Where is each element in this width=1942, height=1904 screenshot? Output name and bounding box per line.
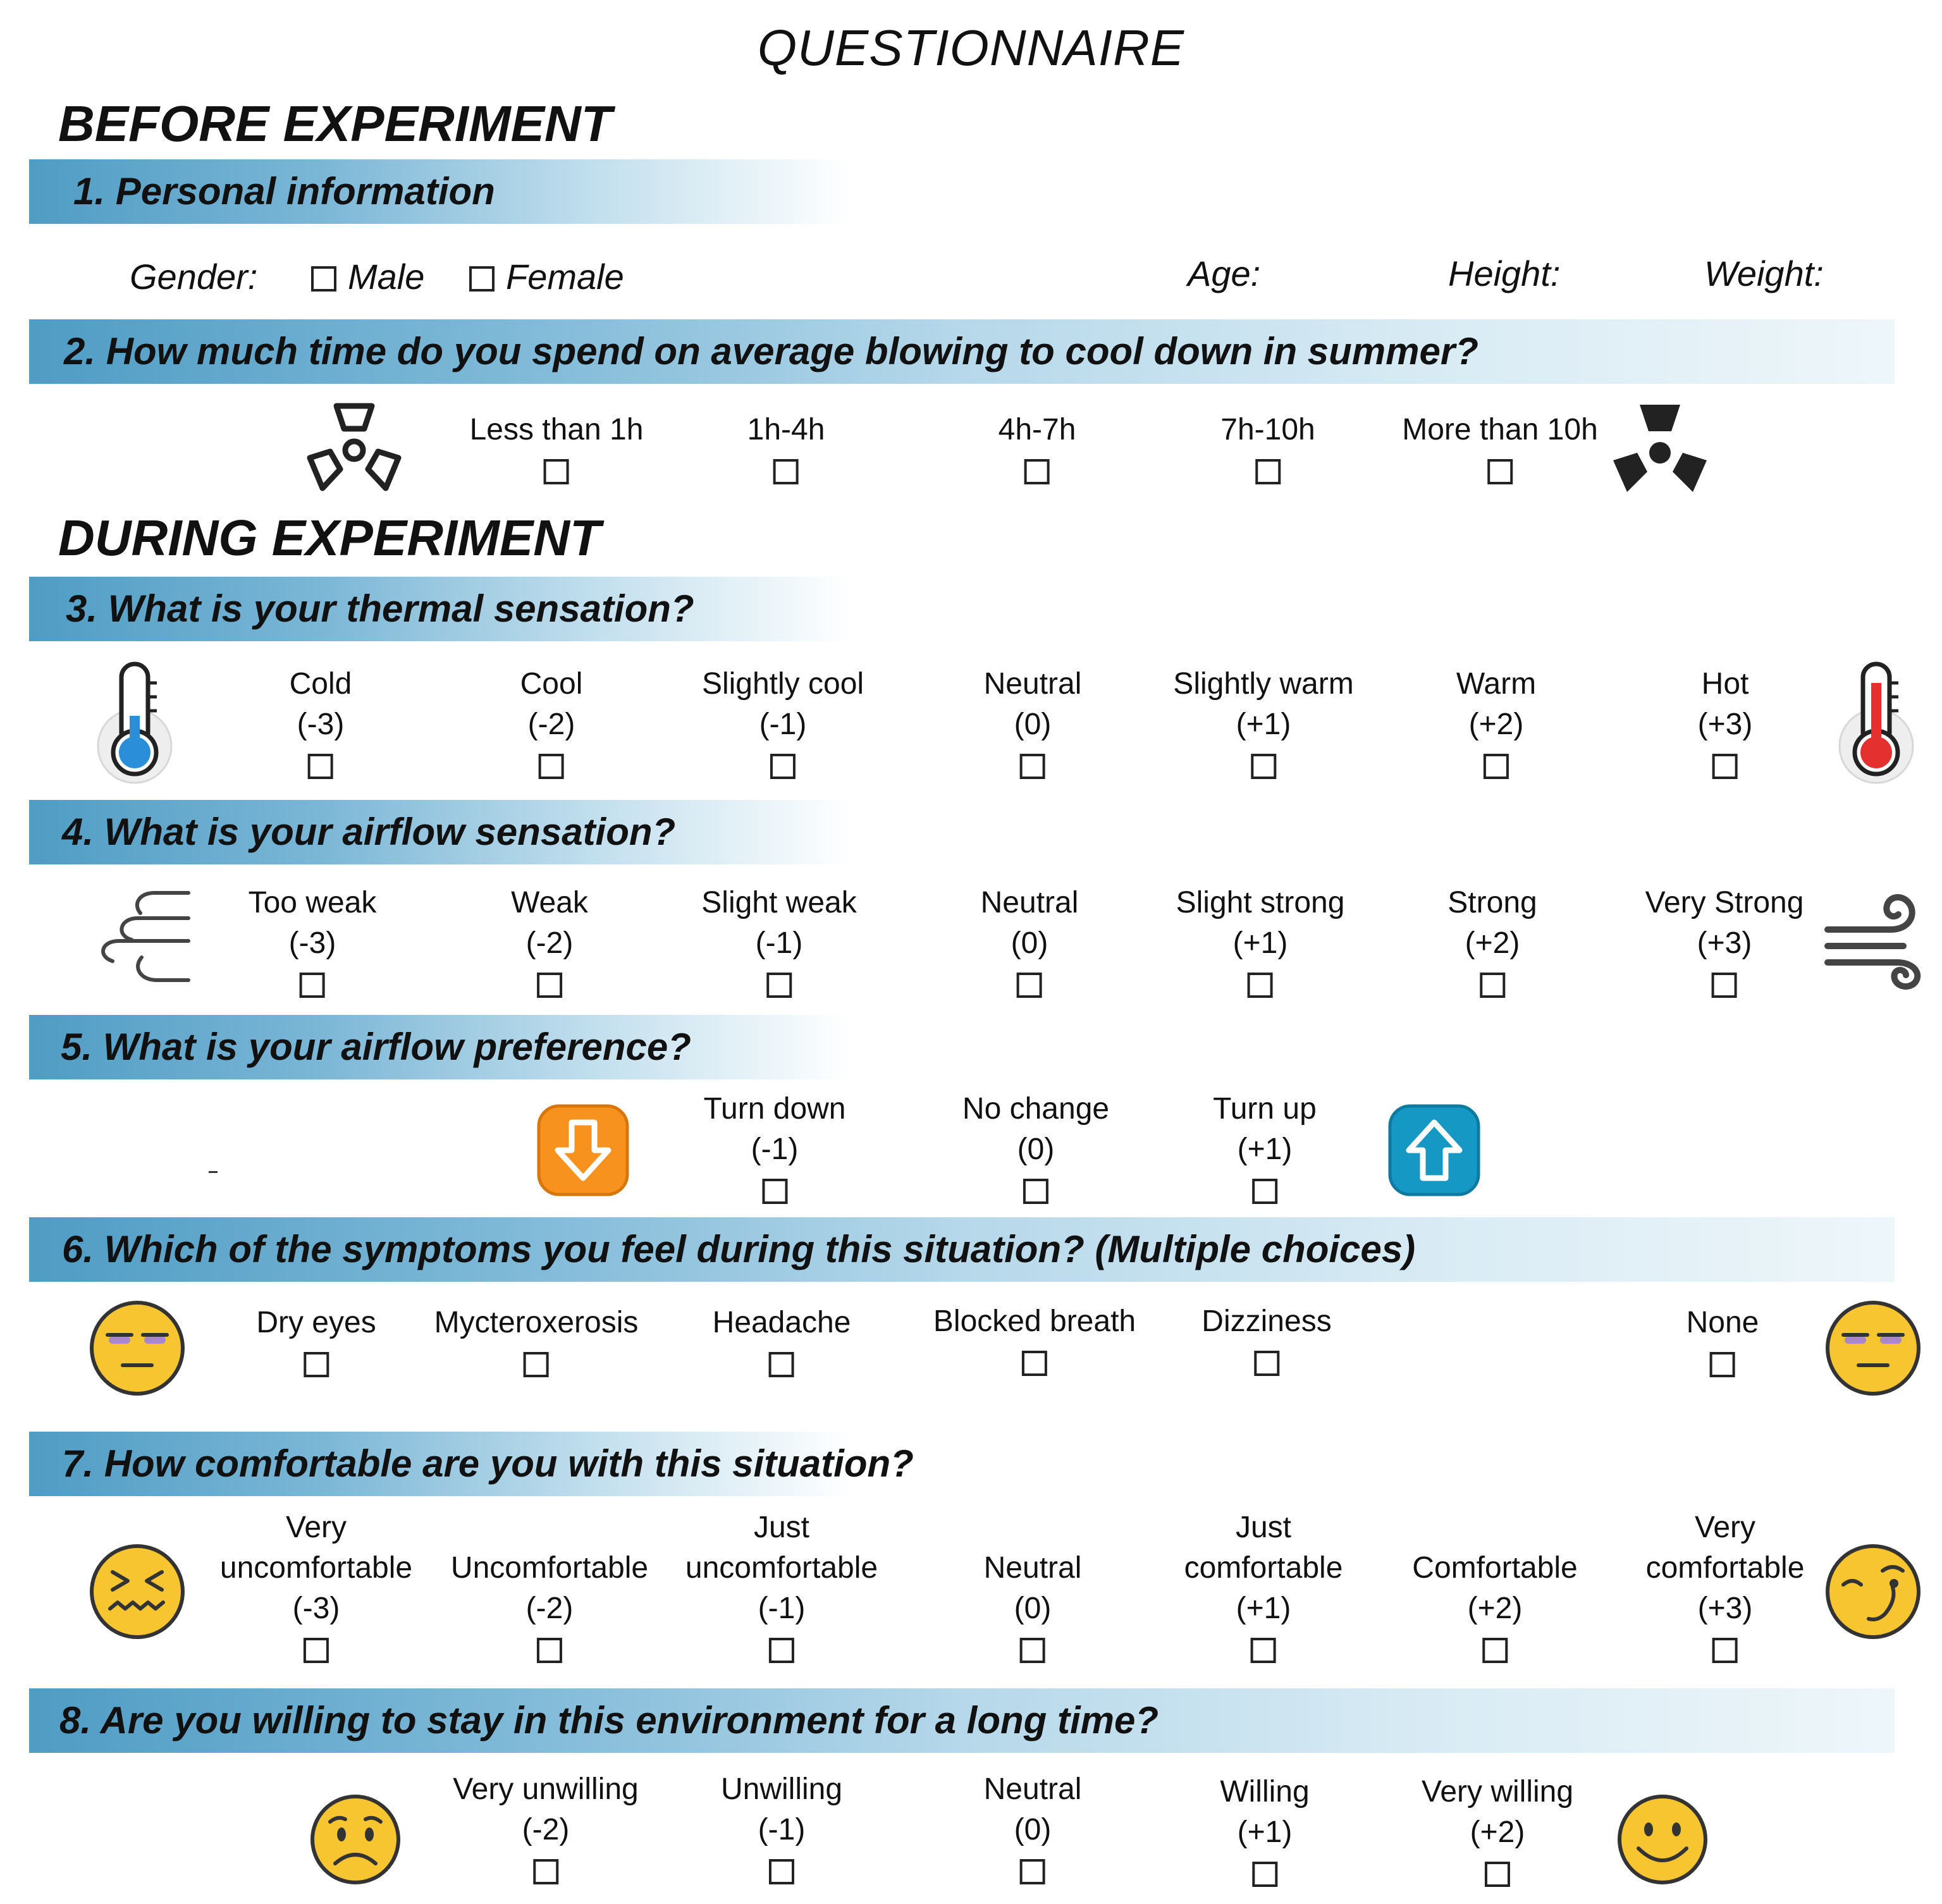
q8-option-value: (-1) — [758, 1813, 806, 1846]
q3-option-value: (+2) — [1468, 708, 1524, 741]
strong-wind-icon — [1821, 885, 1932, 990]
q5-option-label: Turn up — [1213, 1092, 1317, 1126]
q7-checkbox[interactable] — [1482, 1638, 1508, 1663]
q8-option-label: Unwilling — [720, 1772, 843, 1806]
q3-option-cold[interactable] — [290, 664, 352, 779]
q2-checkbox[interactable] — [1024, 459, 1050, 484]
q4-option-neutral[interactable] — [981, 883, 1079, 998]
male-label: Male — [348, 257, 425, 297]
q2-checkbox[interactable] — [544, 459, 569, 484]
q3-checkbox[interactable] — [1712, 754, 1738, 779]
q3-option-value: (+3) — [1697, 708, 1753, 741]
breeze-icon — [94, 885, 195, 990]
q7-checkbox[interactable] — [1712, 1638, 1738, 1663]
q6-option-label: Blocked breath — [933, 1305, 1136, 1338]
q8-option-very-unwilling[interactable] — [453, 1769, 638, 1884]
q2-option-label: More than 10h — [1402, 413, 1598, 446]
q6-option-headache[interactable] — [713, 1303, 851, 1377]
q6-option-mycteroxerosis[interactable] — [434, 1303, 639, 1377]
q7-option-label-line2: Uncomfortable — [450, 1551, 649, 1585]
female-option[interactable] — [469, 256, 624, 297]
q5-option-label: Turn down — [703, 1092, 846, 1126]
q6-label: 6. Which of the symptoms you feel during this situation? (Multiple choices) — [62, 1228, 1416, 1270]
q7-checkbox[interactable] — [1020, 1638, 1045, 1663]
q7-checkbox[interactable] — [537, 1638, 562, 1663]
fan-on-icon — [1609, 400, 1711, 494]
q7-option-label-line1: Very — [285, 1511, 347, 1544]
q2-checkbox[interactable] — [1487, 459, 1513, 484]
q7-option-value: (-2) — [525, 1592, 574, 1625]
q2-header-band — [29, 319, 1895, 384]
q7-option-value: (+3) — [1697, 1592, 1753, 1625]
q7-option-value: (-1) — [758, 1592, 806, 1625]
q4-checkbox[interactable] — [1480, 973, 1505, 998]
q3-option-label: Neutral — [983, 667, 1082, 701]
page-title: QUESTIONNAIRE — [757, 20, 1185, 76]
confounded-face-icon — [89, 1543, 187, 1641]
q3-option-slightly-warm[interactable] — [1173, 664, 1353, 779]
q6-option-blocked-breath[interactable] — [933, 1301, 1136, 1376]
q7-option-very-uncomfortable[interactable] — [220, 1508, 412, 1663]
q3-option-value: (-3) — [297, 708, 345, 741]
q7-option-label-line1: Just — [753, 1511, 810, 1544]
q5-checkbox[interactable] — [762, 1179, 787, 1204]
q5-option-no-change[interactable] — [962, 1089, 1109, 1204]
q7-option-label-line2: Neutral — [983, 1551, 1082, 1585]
q1-header-band — [29, 159, 851, 224]
q6-header-band — [29, 1217, 1895, 1282]
q7-option-label-line2: uncomfortable — [685, 1551, 878, 1585]
q4-option-slight-strong[interactable] — [1176, 883, 1345, 998]
q5-checkbox[interactable] — [1252, 1179, 1277, 1204]
q4-option-label: Too weak — [248, 886, 377, 919]
q7-option-label-line1 — [451, 1508, 648, 1548]
q8-option-neutral[interactable] — [984, 1769, 1082, 1884]
q2-option-label: 7h-10h — [1220, 413, 1315, 446]
q3-option-hot[interactable] — [1698, 664, 1753, 779]
gender-label: Gender: — [130, 257, 258, 297]
q5-checkbox[interactable] — [1023, 1179, 1048, 1204]
q8-option-label: Neutral — [983, 1772, 1082, 1806]
q4-checkbox[interactable] — [1017, 973, 1042, 998]
q4-label: 4. What is your airflow sensation? — [62, 811, 676, 853]
q6-option-none[interactable] — [1687, 1303, 1759, 1377]
q7-option-label-line2: comfortable — [1645, 1551, 1805, 1585]
q7-option-label-line1: Just — [1235, 1511, 1292, 1544]
q5-option-turn-down[interactable] — [704, 1089, 846, 1204]
q4-option-value: (+1) — [1232, 926, 1288, 960]
q8-option-value: (0) — [1014, 1813, 1052, 1846]
q7-option-label-line1 — [1412, 1508, 1577, 1548]
thermometer-hot-icon — [1835, 658, 1917, 784]
q6-checkbox[interactable] — [769, 1352, 794, 1377]
q2-option-1[interactable] — [470, 410, 644, 484]
male-option[interactable] — [311, 256, 424, 297]
q3-option-neutral[interactable] — [984, 664, 1082, 779]
q3-option-label: Hot — [1701, 667, 1749, 701]
q4-header-band — [29, 800, 851, 864]
q8-option-unwilling[interactable] — [721, 1769, 842, 1884]
height-label: Height: — [1448, 254, 1561, 293]
q4-checkbox[interactable] — [537, 973, 562, 998]
female-label: Female — [506, 257, 624, 297]
q6-option-label: Dry eyes — [256, 1306, 376, 1339]
q5-option-label: No change — [962, 1092, 1110, 1126]
q3-label: 3. What is your thermal sensation? — [66, 587, 694, 630]
q6-option-label: None — [1686, 1306, 1759, 1339]
q4-option-strong[interactable] — [1447, 883, 1537, 998]
age-label: Age: — [1188, 254, 1261, 293]
q8-checkbox[interactable] — [1485, 1862, 1510, 1887]
arrow-down-icon — [536, 1103, 630, 1197]
q4-option-value: (+3) — [1697, 926, 1752, 960]
q8-option-label: Very willing — [1421, 1775, 1574, 1809]
q3-header-band — [29, 577, 851, 641]
q2-checkbox[interactable] — [1255, 459, 1281, 484]
q4-option-slight-weak[interactable] — [701, 883, 856, 998]
q3-option-value: (+1) — [1236, 708, 1291, 741]
q6-checkbox[interactable] — [524, 1352, 549, 1377]
q8-label: 8. Are you willing to stay in this environment for a long time? — [59, 1699, 1158, 1741]
q8-option-very-willing[interactable] — [1422, 1772, 1573, 1887]
q3-option-value: (0) — [1014, 708, 1052, 741]
q3-option-value: (-1) — [759, 708, 807, 741]
q3-checkbox[interactable] — [308, 754, 333, 779]
q7-option-value: (0) — [1014, 1592, 1052, 1625]
q4-option-label: Neutral — [980, 886, 1079, 919]
q6-checkbox[interactable] — [1254, 1351, 1279, 1376]
q6-option-label: Dizziness — [1201, 1305, 1332, 1338]
q3-option-label: Warm — [1456, 667, 1537, 701]
smiling-face-icon — [1616, 1793, 1709, 1886]
q1-label: 1. Personal information — [73, 170, 495, 212]
q5-header-band — [29, 1015, 851, 1079]
q7-option-value: (+1) — [1236, 1592, 1291, 1625]
weight-label: Weight: — [1704, 254, 1824, 293]
q3-option-label: Slightly warm — [1173, 667, 1354, 701]
q6-option-label: Mycteroxerosis — [434, 1306, 639, 1339]
q4-option-label: Slight weak — [701, 886, 857, 919]
q7-option-just-uncomfortable[interactable] — [685, 1508, 878, 1663]
q3-checkbox[interactable] — [539, 754, 564, 779]
fan-off-icon — [304, 400, 405, 494]
q5-option-turn-up[interactable] — [1213, 1089, 1317, 1204]
q3-checkbox[interactable] — [1484, 754, 1509, 779]
q4-option-weak[interactable] — [511, 883, 588, 998]
arrow-up-icon — [1387, 1103, 1481, 1197]
q5-label: 5. What is your airflow preference? — [61, 1026, 691, 1068]
q7-option-very-comfortable[interactable] — [1646, 1508, 1805, 1663]
q8-option-value: (+2) — [1470, 1815, 1525, 1849]
q7-option-label-line1 — [984, 1508, 1082, 1548]
q2-option-4[interactable] — [1220, 410, 1315, 484]
q3-checkbox[interactable] — [1020, 754, 1045, 779]
q8-option-value: (-2) — [522, 1813, 570, 1846]
q4-option-too-weak[interactable] — [249, 883, 377, 998]
winking-face-icon — [1824, 1543, 1922, 1641]
q4-option-value: (-3) — [288, 926, 336, 960]
q2-option-label: 4h-7h — [998, 413, 1076, 446]
before-experiment-heading: BEFORE EXPERIMENT — [58, 95, 612, 152]
q8-checkbox[interactable] — [1020, 1859, 1045, 1884]
q7-option-uncomfortable[interactable] — [451, 1508, 648, 1663]
q4-option-label: Strong — [1447, 886, 1537, 919]
q7-option-value: (-3) — [292, 1592, 340, 1625]
q3-option-label: Cool — [520, 667, 583, 701]
q7-header-band — [29, 1432, 914, 1496]
q4-option-label: Weak — [511, 886, 588, 919]
q5-option-value: (0) — [1017, 1133, 1055, 1166]
q2-option-label: Less than 1h — [469, 413, 644, 446]
q7-option-label-line2: uncomfortable — [219, 1551, 413, 1585]
q7-option-comfortable[interactable] — [1412, 1508, 1577, 1663]
q8-checkbox[interactable] — [1252, 1862, 1277, 1887]
q2-option-5[interactable] — [1402, 410, 1598, 484]
q6-option-dry-eyes[interactable] — [256, 1303, 376, 1377]
q2-option-2[interactable] — [747, 410, 825, 484]
q4-checkbox[interactable] — [1248, 973, 1273, 998]
q4-option-value: (+2) — [1465, 926, 1520, 960]
q6-option-dizziness[interactable] — [1201, 1301, 1331, 1376]
q6-checkbox[interactable] — [304, 1352, 329, 1377]
q6-checkbox[interactable] — [1022, 1351, 1047, 1376]
stray-dash — [209, 1171, 218, 1173]
q7-option-label-line2: Comfortable — [1412, 1551, 1578, 1585]
q4-checkbox[interactable] — [300, 973, 325, 998]
q5-option-value: (-1) — [751, 1133, 799, 1166]
q8-option-value: (+1) — [1237, 1815, 1293, 1849]
q8-option-label: Very unwilling — [453, 1772, 639, 1806]
q3-option-warm[interactable] — [1456, 664, 1536, 779]
q2-option-label: 1h-4h — [747, 413, 825, 446]
q7-checkbox[interactable] — [769, 1638, 794, 1663]
q6-option-label: Headache — [712, 1306, 851, 1339]
q4-checkbox[interactable] — [1712, 973, 1737, 998]
q3-checkbox[interactable] — [1251, 754, 1276, 779]
q2-option-3[interactable] — [999, 410, 1076, 484]
q3-option-cool[interactable] — [520, 664, 583, 779]
q8-header-band — [29, 1688, 1895, 1753]
q7-checkbox[interactable] — [304, 1638, 329, 1663]
frowning-face-icon — [309, 1793, 402, 1886]
q4-option-very-strong[interactable] — [1645, 883, 1804, 998]
q4-checkbox[interactable] — [766, 973, 792, 998]
q7-option-label-line2: comfortable — [1184, 1551, 1343, 1585]
q7-option-value: (+2) — [1467, 1592, 1523, 1625]
q6-checkbox[interactable] — [1710, 1352, 1735, 1377]
during-experiment-heading: DURING EXPERIMENT — [58, 510, 601, 566]
female-checkbox[interactable] — [469, 266, 495, 292]
thermometer-cold-icon — [94, 658, 176, 784]
q8-checkbox[interactable] — [769, 1859, 794, 1884]
neutral-face-icon — [89, 1299, 187, 1397]
q7-label: 7. How comfortable are you with this situation? — [62, 1442, 914, 1485]
q8-option-willing[interactable] — [1220, 1772, 1309, 1887]
male-checkbox[interactable] — [311, 266, 336, 292]
q4-option-label: Very Strong — [1645, 886, 1804, 919]
q7-option-neutral[interactable] — [984, 1508, 1082, 1663]
q3-option-label: Slightly cool — [701, 667, 864, 701]
q4-option-value: (0) — [1011, 926, 1048, 960]
q3-checkbox[interactable] — [770, 754, 796, 779]
q4-option-value: (-2) — [525, 926, 574, 960]
q7-checkbox[interactable] — [1251, 1638, 1276, 1663]
q3-option-value: (-2) — [527, 708, 575, 741]
q5-option-value: (+1) — [1237, 1133, 1293, 1166]
q8-checkbox[interactable] — [533, 1859, 558, 1884]
q3-option-label: Cold — [289, 667, 352, 701]
q8-option-label: Willing — [1220, 1775, 1310, 1809]
neutral-face-icon — [1824, 1299, 1922, 1397]
q3-option-slightly-cool[interactable] — [702, 664, 864, 779]
q7-option-just-comfortable[interactable] — [1184, 1508, 1343, 1663]
q2-checkbox[interactable] — [773, 459, 799, 484]
q2-label: 2. How much time do you spend on average blowing to cool down in summer? — [64, 330, 1478, 372]
q7-option-label-line1: Very — [1694, 1511, 1756, 1544]
q4-option-value: (-1) — [755, 926, 803, 960]
q4-option-label: Slight strong — [1176, 886, 1345, 919]
